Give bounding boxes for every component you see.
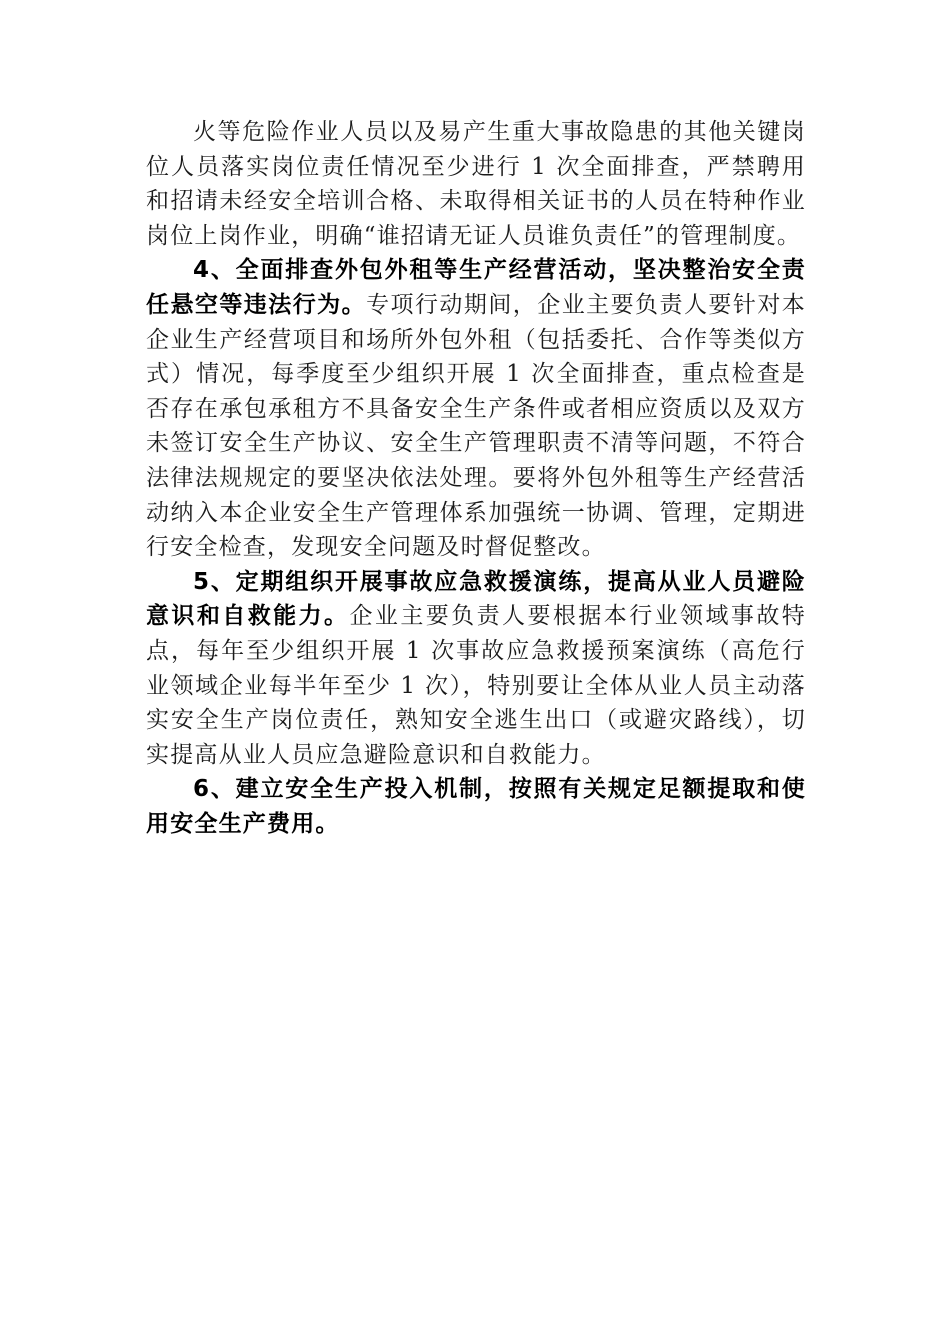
paragraph-item-5 [146, 565, 806, 773]
paragraph-body: 企业主要负责人要根据本行业领域事故特点，每年至少组织开展 1 次事故应急救援预案演练（高危行业领域企业每半年至少 1 次），特别要让全体从业人员主动落实安全生产岗位责任，熟知安全逃生出口（或避灾路线），切实提高从业人员应急避险意识和自救能力。 [146, 603, 806, 768]
paragraph-heading: 6、建立安全生产投入机制，按照有关规定足额提取和使用安全生产费用。 [146, 776, 806, 837]
paragraph-body: 火等危险作业人员以及易产生重大事故隐患的其他关键岗位人员落实岗位责任情况至少进行 1 次全面排查，严禁聘用和招请未经安全培训合格、未取得相关证书的人员在特种作业岗位上岗作业，明确“谁招请无证人员谁负责任”的管理制度。 [146, 119, 806, 249]
paragraph-continuation [146, 115, 806, 253]
document-body [146, 115, 806, 841]
paragraph-item-6 [146, 772, 806, 841]
paragraph-heading: 5、定期组织开展事故应急救援演练，提高从业人员避险意识和自救能力。 [146, 568, 806, 630]
paragraph-item-4 [146, 253, 806, 564]
paragraph-body: 专项行动期间，企业主要负责人要针对本企业生产经营项目和场所外包外租（包括委托、合作等类似方式）情况，每季度至少组织开展 1 次全面排查，重点检查是否存在承包承租方不具备安全生产条件或者相应资质以及双方未签订安全生产协议、安全生产管理职责不清等问题，不符合法律法规规定的要坚决依法处理。要将外包外租等生产经营活动纳入本企业安全生产管理体系加强统一协调、管理，定期进行安全检查，发现安全问题及时督促整改。 [146, 291, 806, 561]
paragraph-heading: 4、全面排查外包外租等生产经营活动，坚决整治安全责任悬空等违法行为。 [146, 257, 806, 318]
